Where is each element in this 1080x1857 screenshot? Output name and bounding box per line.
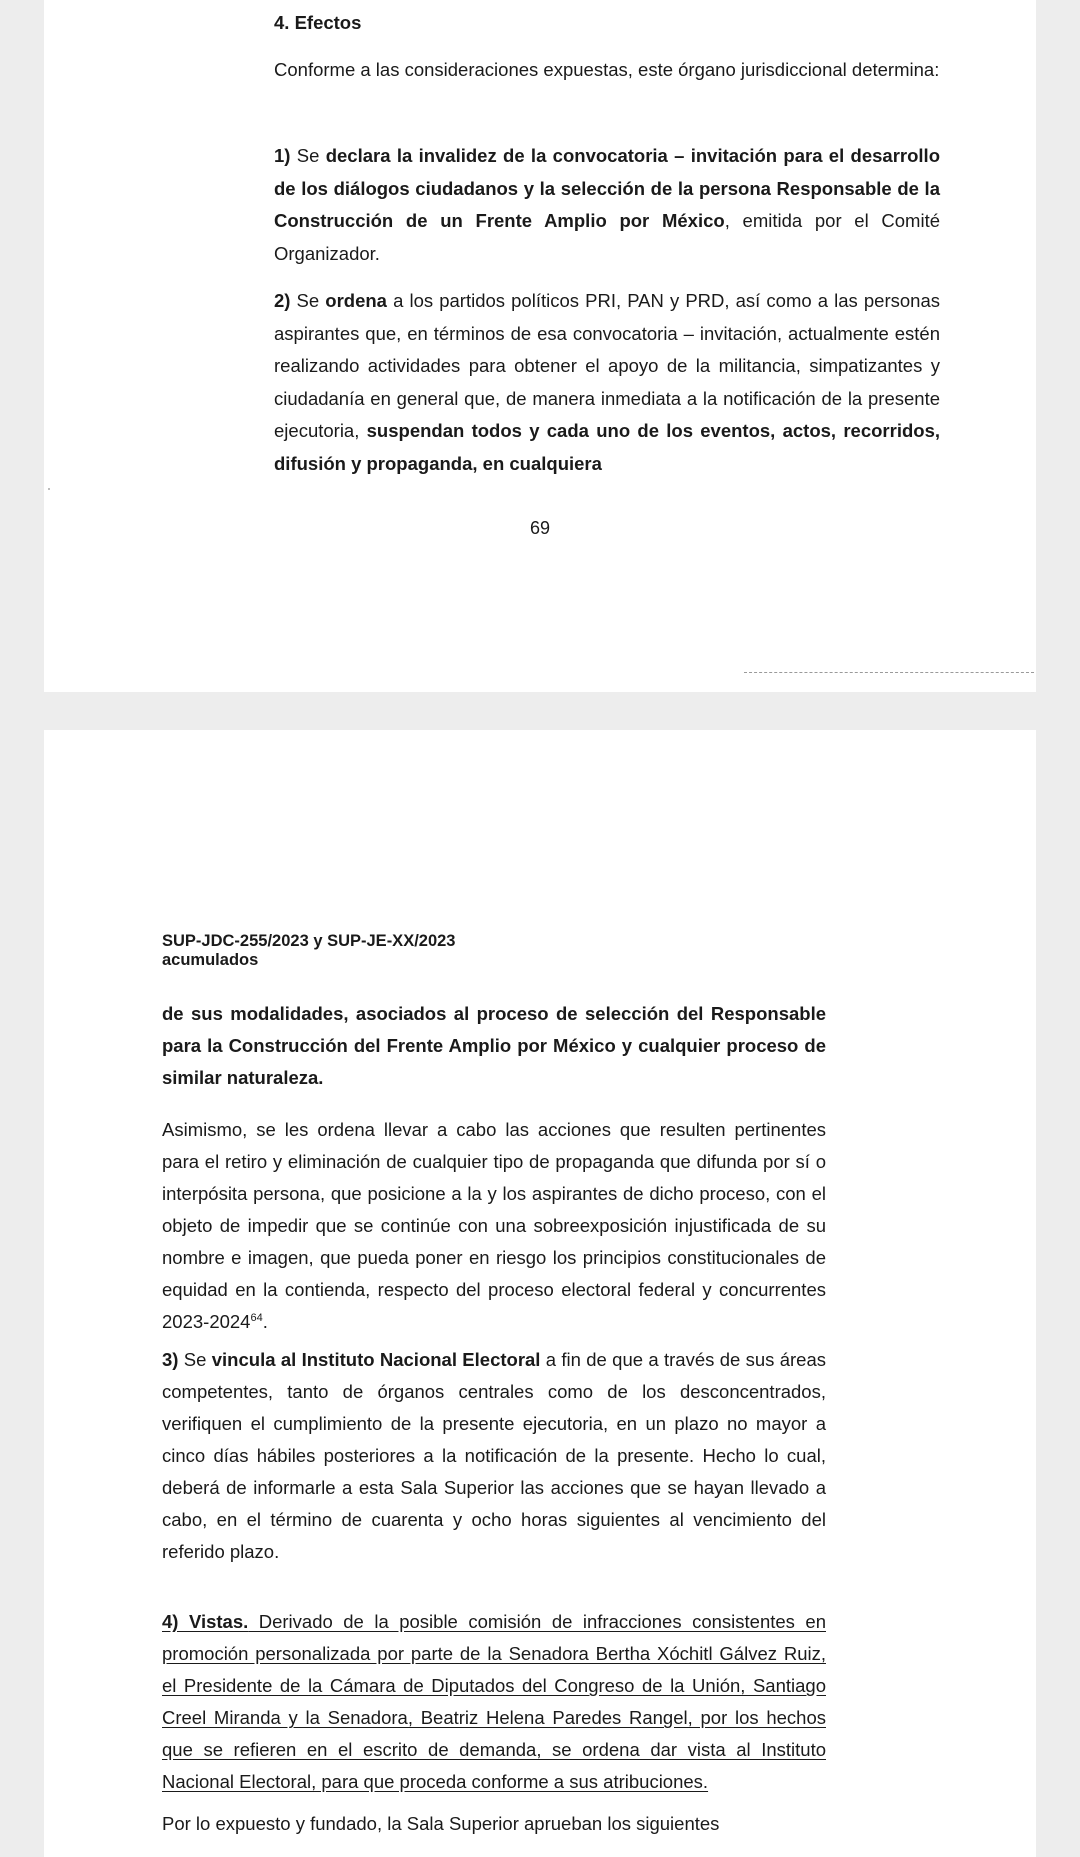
asimismo-paragraph	[162, 1114, 826, 1338]
document-page-70	[44, 730, 1036, 1857]
intro-paragraph	[274, 54, 940, 87]
item-1-tail: , emitida por el Comité Organizador.	[274, 210, 940, 264]
item-2-bold-tail: suspendan todos y cada uno de los eventos, actos, recorridos, difusión y propaganda, en cualquiera	[274, 420, 940, 474]
page-number: 69	[529, 518, 551, 538]
item-3-bold-text: vincula al Instituto Nacional Electoral	[211, 1349, 541, 1370]
scan-margin-mark	[48, 488, 50, 490]
item-1-number: 1)	[274, 145, 291, 166]
item-3-tail: a fin de que a través de sus áreas competentes, tanto de órganos centrales como de los desconcentrados, verifiquen el cumplimiento de la presente ejecutoria, en un plazo no mayor a cinco días hábiles posteriores a la notificación de la presente. Hecho lo cual, deberá de informarle a esta Sala Superior las acciones que se hayan llevado a cabo, en el término de cuarenta y ocho horas siguientes al vencimiento del referido plazo.	[162, 1349, 826, 1562]
closing-paragraph	[162, 1808, 826, 1840]
item-1-paragraph	[274, 140, 940, 270]
item-3-paragraph	[162, 1344, 826, 1568]
asimismo-end: .	[262, 1311, 268, 1332]
item-4-label: 4) Vistas.	[162, 1611, 249, 1632]
item-2-middle: a los partidos políticos PRI, PAN y PRD, así como a las personas aspirantes que, en términos de esa convocatoria – invitación, actualmente estén realizando actividades para obtener el apoyo de la militancia, simpatizantes y ciudadanía en general que, de manera inmediata a la notificación de la presente ejecutoria,	[274, 290, 940, 441]
asimismo-text: Asimismo, se les ordena llevar a cabo las acciones que resulten pertinentes para el retiro y eliminación de cualquier tipo de propaganda que difunda por sí o interpósita persona, que posicione a la y los aspirantes de dicho proceso, con el objeto de impedir que se continúe con una sobreexposición injustificada de su nombre e imagen, que pueda poner en riesgo los principios constitucionales de equidad en la contienda, respecto del proceso electoral federal y concurrentes 2023-2024	[162, 1119, 826, 1332]
item-3-lead: Se	[178, 1349, 212, 1370]
item-3-number: 3)	[162, 1349, 179, 1370]
item-4-paragraph	[162, 1606, 826, 1798]
item-2-bold-verb: ordena	[325, 290, 387, 311]
section-heading: 4. Efectos	[274, 12, 362, 33]
item-2-lead: Se	[290, 290, 326, 311]
continuation-bold-text: de sus modalidades, asociados al proceso de selección del Responsable para la Construcción del Frente Amplio por México y cualquier proceso de similar naturaleza.	[162, 1003, 826, 1088]
closing-text: Por lo expuesto y fundado, la Sala Superior aprueban los siguientes	[162, 1813, 720, 1834]
footnote-reference: 64	[250, 1311, 263, 1324]
case-header	[162, 932, 456, 970]
intro-text: Conforme a las consideraciones expuestas, este órgano jurisdiccional determina:	[274, 59, 940, 80]
item-1-lead: Se	[290, 145, 326, 166]
case-accumulated: acumulados	[162, 951, 259, 969]
item-4-text: Derivado de la posible comisión de infracciones consistentes en promoción personalizada por parte de la Senadora Bertha Xóchitl Gálvez Ruiz, el Presidente de la Cámara de Diputados del Congreso de la Unión, Santiago Creel Miranda y la Senadora, Beatriz Helena Paredes Rangel, por los hechos que se refieren en el escrito de demanda, se ordena dar vista al Instituto Nacional Electoral, para que proceda conforme a sus atribuciones.	[162, 1611, 826, 1792]
item-1-bold-text: declara la invalidez de la convocatoria – invitación para el desarrollo de los diálogos ciudadanos y la selección de la persona Responsable de la Construcción de un Frente Amplio por México	[274, 145, 940, 231]
continuation-paragraph	[162, 998, 826, 1094]
document-page-69	[44, 0, 1036, 692]
item-2-paragraph	[274, 285, 940, 480]
scan-edge-line	[744, 672, 1034, 673]
item-2-number: 2)	[274, 290, 291, 311]
case-number: SUP-JDC-255/2023 y SUP-JE-XX/2023	[162, 932, 456, 950]
